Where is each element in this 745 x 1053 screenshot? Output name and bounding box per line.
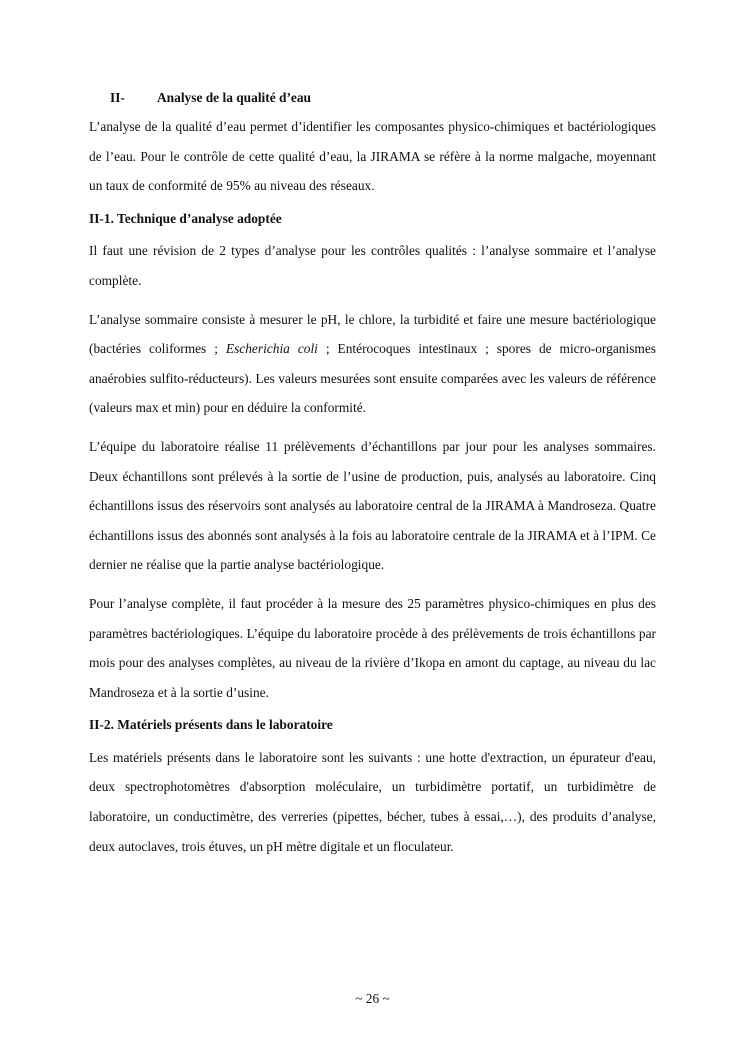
paragraph-2-text-before: L’analyse sommaire consiste à mesurer le pH, le chlore, la turbidité et faire une mesure bactériologique (bactéries coliformes ; bbox=[89, 311, 656, 357]
section-number: II- bbox=[110, 90, 125, 105]
subsection-1-paragraph-1: Il faut une révision de 2 types d’analyse pour les contrôles qualités : l’analyse sommaire et l’analyse complète. bbox=[89, 243, 656, 288]
subsection-1-title: II-1. Technique d’analyse adoptée bbox=[89, 210, 282, 226]
subsection-2-title: II-2. Matériels présents dans le laboratoire bbox=[89, 717, 333, 733]
subsection-1-paragraph-3: L’équipe du laboratoire réalise 11 prélèvements d’échantillons par jour pour les analyses sommaires. Deux échantillons sont prélevés à la sortie de l’usine de production, puis, analysés au laboratoire. Cinq échantillons issus des réservoirs sont analysés au laboratoire central de la JIRAMA à Mandroseza. Quatre échantillons issus des abonnés sont analysés à la fois au laboratoire centrale de la JIRAMA et à l’IPM. Ce dernier ne réalise que la partie analyse bactériologique. bbox=[89, 438, 656, 573]
subsection-2-paragraph-1: Les matériels présents dans le laboratoire sont les suivants : une hotte d'extraction, un épurateur d'eau, deux spectrophotomètres d'absorption moléculaire, un turbidimètre portatif, un turbidimètre de laboratoire, un conductimètre, des verreries (pipettes, bécher, tubes à essai,…), des produits d’analyse, deux autoclaves, trois étuves, un pH mètre digitale et un floculateur. bbox=[89, 749, 656, 854]
subsection-1-paragraph-2 bbox=[89, 305, 656, 423]
paragraph-2-text-after: ; Entérocoques intestinaux ; spores de micro-organismes anaérobies sulfito-réducteurs). Les valeurs mesurées sont ensuite comparées avec les valeurs de référence (valeurs max et min) pour en déduire la conformité. bbox=[89, 341, 656, 416]
subsection-1-paragraph-4: Pour l’analyse complète, il faut procéder à la mesure des 25 paramètres physico-chimiques en plus des paramètres bactériologiques. L’équipe du laboratoire procède à des prélèvements de trois échantillons par mois pour des analyses complètes, au niveau de la rivière d’Ikopa en amont du captage, au niveau du lac Mandroseza et à la sortie d’usine. bbox=[89, 595, 656, 700]
section-heading bbox=[89, 84, 656, 112]
intro-paragraph: L’analyse de la qualité d’eau permet d’identifier les composantes physico-chimiques et bactériologiques de l’eau. Pour le contrôle de cette qualité d’eau, la JIRAMA se réfère à la norme malgache, moyennant un taux de conformité de 95% au niveau des réseaux. bbox=[89, 119, 656, 194]
page-content bbox=[89, 84, 656, 861]
section-title: Analyse de la qualité d’eau bbox=[157, 90, 312, 105]
page-number: ~ 26 ~ bbox=[355, 991, 390, 1006]
species-name-italic: Escherichia coli bbox=[225, 341, 318, 357]
